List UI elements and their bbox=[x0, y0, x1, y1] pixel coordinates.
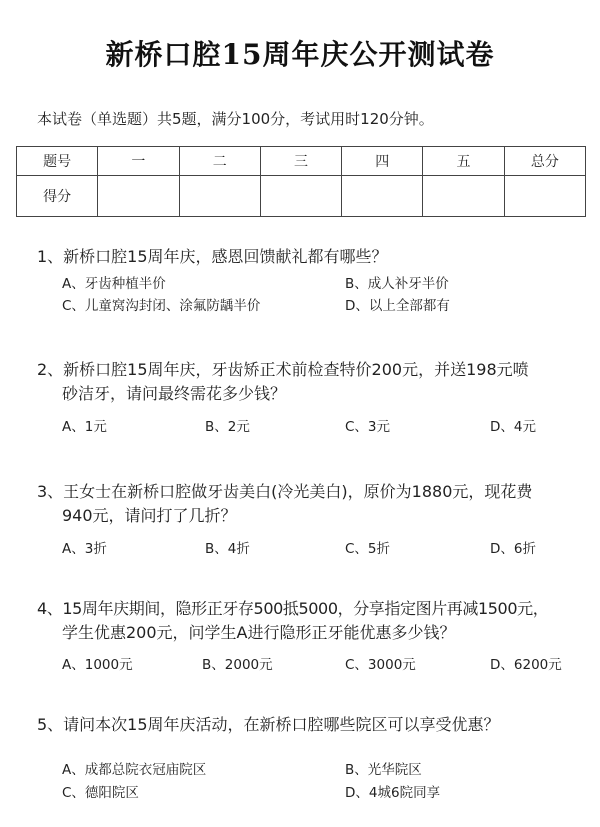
q1-option-b: B、成人补牙半价 bbox=[345, 276, 449, 292]
score-row bbox=[17, 176, 586, 217]
header-cell: 四 bbox=[342, 147, 423, 176]
q1-option-c: C、儿童窝沟封闭、涂氟防龋半价 bbox=[62, 298, 261, 314]
q5-option-d: D、4城6院同享 bbox=[345, 785, 441, 801]
q5-option-a: A、成都总院衣冠庙院区 bbox=[62, 762, 207, 778]
q4-option-a: A、1000元 bbox=[62, 657, 133, 673]
score-cell bbox=[504, 176, 585, 217]
header-cell: 题号 bbox=[17, 147, 98, 176]
q3-option-c: C、5折 bbox=[345, 541, 391, 557]
exam-intro: 本试卷（单选题）共5题，满分100分，考试用时120分钟。 bbox=[37, 110, 434, 128]
score-cell bbox=[98, 176, 179, 217]
header-cell: 总分 bbox=[504, 147, 585, 176]
score-table bbox=[16, 146, 586, 217]
question-1: 1、新桥口腔15周年庆，感恩回馈献礼都有哪些？ bbox=[37, 247, 388, 266]
header-cell: 三 bbox=[260, 147, 341, 176]
q4-option-b: B、2000元 bbox=[202, 657, 273, 673]
score-cell bbox=[423, 176, 504, 217]
q2-option-a: A、1元 bbox=[62, 419, 107, 435]
question-3-cont: 940元，请问打了几折？ bbox=[62, 506, 237, 525]
header-cell: 一 bbox=[98, 147, 179, 176]
question-5: 5、请问本次15周年庆活动，在新桥口腔哪些院区可以享受优惠？ bbox=[37, 715, 500, 734]
score-row-label: 得分 bbox=[17, 176, 98, 217]
q2-option-c: C、3元 bbox=[345, 419, 391, 435]
question-2: 2、新桥口腔15周年庆，牙齿矫正术前检查特价200元，并送198元喷 bbox=[37, 360, 529, 379]
q4-option-d: D、6200元 bbox=[490, 657, 562, 673]
header-cell: 二 bbox=[179, 147, 260, 176]
table-header-row bbox=[17, 147, 586, 176]
q2-option-d: D、4元 bbox=[490, 419, 536, 435]
score-cell bbox=[342, 176, 423, 217]
q3-option-b: B、4折 bbox=[205, 541, 250, 557]
score-cell bbox=[179, 176, 260, 217]
q2-option-b: B、2元 bbox=[205, 419, 250, 435]
question-4-cont: 学生优惠200元，问学生A进行隐形正牙能优惠多少钱？ bbox=[62, 623, 456, 642]
question-4: 4、15周年庆期间，隐形正牙存500抵5000，分享指定图片再减1500元， bbox=[37, 599, 549, 618]
q4-option-c: C、3000元 bbox=[345, 657, 416, 673]
q1-option-d: D、以上全部都有 bbox=[345, 298, 450, 314]
question-3: 3、王女士在新桥口腔做牙齿美白(冷光美白)，原价为1880元，现花费 bbox=[37, 482, 533, 501]
page-title: 新桥口腔15周年庆公开测试卷 bbox=[105, 38, 495, 71]
q1-option-a: A、牙齿种植半价 bbox=[62, 276, 166, 292]
q3-option-d: D、6折 bbox=[490, 541, 536, 557]
q5-option-c: C、德阳院区 bbox=[62, 785, 139, 801]
question-2-cont: 砂洁牙，请问最终需花多少钱？ bbox=[62, 384, 287, 403]
score-cell bbox=[260, 176, 341, 217]
q5-option-b: B、光华院区 bbox=[345, 762, 422, 778]
q3-option-a: A、3折 bbox=[62, 541, 107, 557]
header-cell: 五 bbox=[423, 147, 504, 176]
